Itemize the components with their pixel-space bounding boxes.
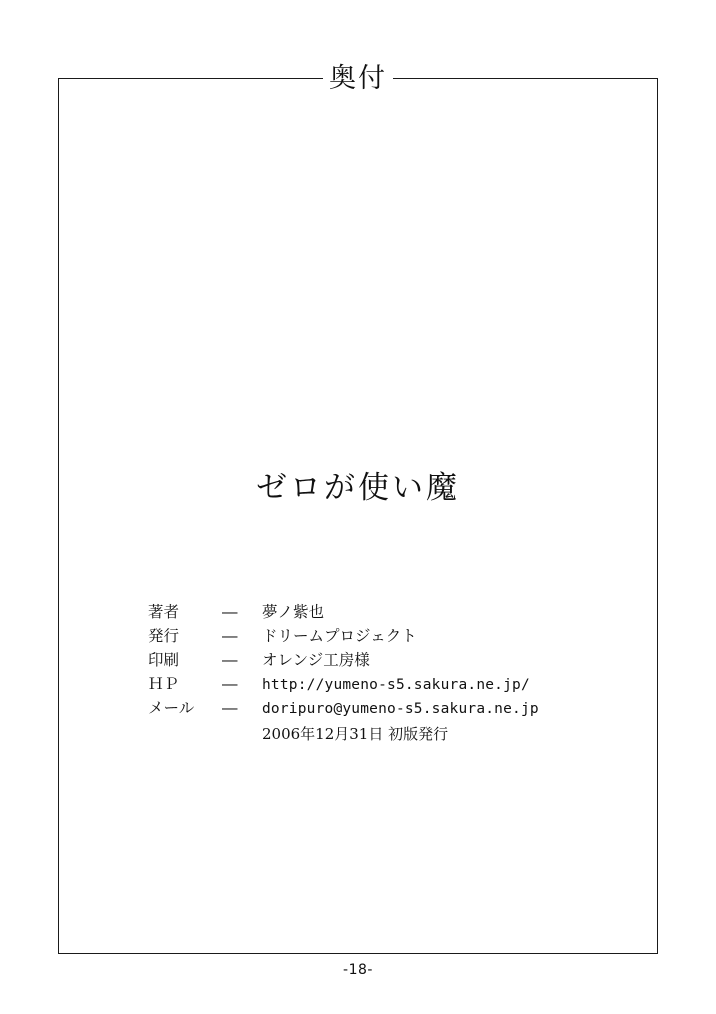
credit-label-publisher: 発行 xyxy=(148,627,180,645)
credit-value-printer: オレンジ工房様 xyxy=(262,651,370,669)
colophon-page-frame xyxy=(58,78,658,954)
credit-label-printer: 印刷 xyxy=(148,651,180,669)
credit-dash: ― xyxy=(222,627,238,645)
credit-dash: ― xyxy=(222,651,238,669)
credit-value-email-address[interactable]: doripuro@yumeno-s5.sakura.ne.jp xyxy=(262,701,539,717)
credit-row xyxy=(148,696,618,720)
credit-label-author: 著者 xyxy=(148,603,180,621)
credit-dash: ― xyxy=(222,699,238,717)
credit-dash: ― xyxy=(222,603,238,621)
credit-row xyxy=(148,600,618,624)
credit-label-homepage: ＨＰ xyxy=(148,675,180,693)
colophon-header xyxy=(58,58,658,98)
publication-date-row xyxy=(148,722,618,746)
credit-value-author: 夢ノ紫也 xyxy=(262,603,325,621)
colophon-title: 奥付 xyxy=(323,65,393,92)
work-title: ゼロが使い魔 xyxy=(256,470,460,506)
credit-dash: ― xyxy=(222,675,238,693)
credit-value-publisher: ドリームプロジェクト xyxy=(262,627,417,645)
credits-block xyxy=(148,600,618,746)
page-number: -18- xyxy=(343,962,373,978)
credit-row xyxy=(148,648,618,672)
header-rule-right xyxy=(407,78,537,79)
credit-value-homepage-url[interactable]: http://yumeno-s5.sakura.ne.jp/ xyxy=(262,677,530,693)
credit-row xyxy=(148,672,618,696)
header-rule-left xyxy=(179,78,309,79)
credit-row xyxy=(148,624,618,648)
credit-label-email: メール xyxy=(148,699,195,717)
publication-date: 2006年12月31日 初版発行 xyxy=(262,725,449,743)
